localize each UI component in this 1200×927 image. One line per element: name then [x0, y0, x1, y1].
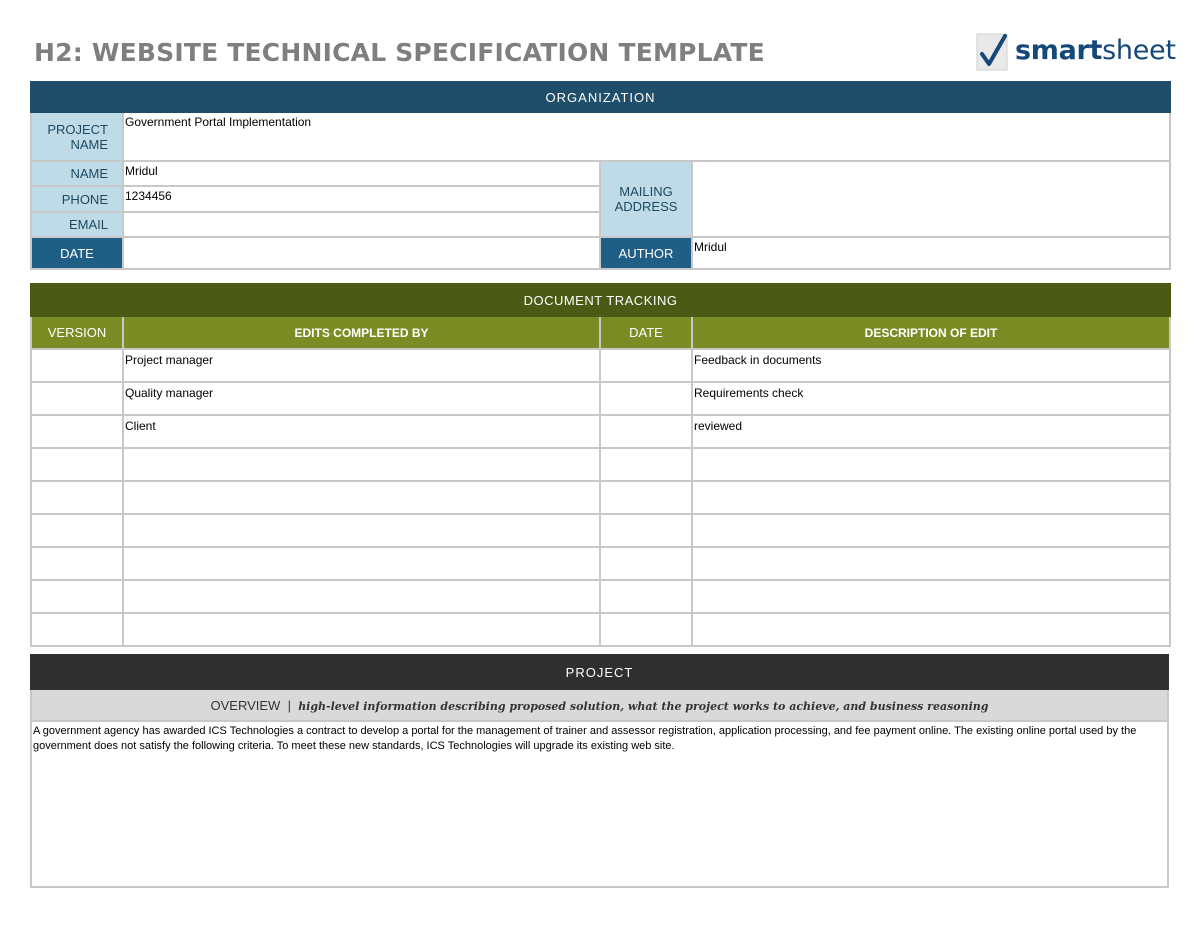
edits-by-cell[interactable]: [123, 514, 600, 547]
description-cell[interactable]: reviewed: [692, 415, 1170, 448]
description-cell[interactable]: [692, 613, 1170, 646]
version-cell[interactable]: [31, 448, 123, 481]
description-cell[interactable]: [692, 448, 1170, 481]
phone-field[interactable]: 1234456: [123, 186, 600, 212]
table-row: [31, 514, 1170, 547]
edits-by-cell[interactable]: Project manager: [123, 349, 600, 382]
date-cell[interactable]: [600, 547, 692, 580]
email-field[interactable]: [123, 212, 600, 237]
mailing-address-field[interactable]: [692, 161, 1170, 237]
version-cell[interactable]: [31, 580, 123, 613]
table-row: [31, 349, 1170, 382]
description-cell[interactable]: [692, 580, 1170, 613]
edits-by-cell[interactable]: Client: [123, 415, 600, 448]
edits-by-cell[interactable]: [123, 448, 600, 481]
date-cell[interactable]: [600, 514, 692, 547]
author-field[interactable]: Mridul: [692, 237, 1170, 269]
date-field[interactable]: [123, 237, 600, 269]
overview-text-field[interactable]: A government agency has awarded ICS Technologies a contract to develop a portal for the management of trainer and assessor registration, application processing, and fee payment online. The existing online portal used by the government does not satisfy the following criteria. To meet these new standards, ICS Technologies will upgrade its existing web site.: [31, 721, 1168, 887]
organization-header: ORGANIZATION: [31, 82, 1170, 112]
table-row: [31, 415, 1170, 448]
description-cell[interactable]: [692, 481, 1170, 514]
version-cell[interactable]: [31, 481, 123, 514]
column-header-date: DATE: [600, 316, 692, 349]
edits-by-cell[interactable]: [123, 547, 600, 580]
table-row: [31, 481, 1170, 514]
logo-wordmark: [1015, 35, 1176, 66]
project-header: PROJECT: [31, 655, 1168, 689]
email-label: EMAIL: [31, 212, 123, 237]
date-cell[interactable]: [600, 580, 692, 613]
phone-label: PHONE: [31, 186, 123, 212]
version-cell[interactable]: [31, 349, 123, 382]
name-field[interactable]: Mridul: [123, 161, 600, 186]
edits-by-cell[interactable]: Quality manager: [123, 382, 600, 415]
column-header-edits-by: EDITS COMPLETED BY: [123, 316, 600, 349]
mailing-address-label: MAILING ADDRESS: [600, 161, 692, 237]
column-header-description: DESCRIPTION OF EDIT: [692, 316, 1170, 349]
organization-table: [30, 81, 1171, 270]
date-cell[interactable]: [600, 382, 692, 415]
table-row: [31, 448, 1170, 481]
logo-light: sheet: [1102, 35, 1176, 66]
version-cell[interactable]: [31, 415, 123, 448]
description-cell[interactable]: Requirements check: [692, 382, 1170, 415]
author-label: AUTHOR: [600, 237, 692, 269]
date-label: DATE: [31, 237, 123, 269]
date-cell[interactable]: [600, 349, 692, 382]
date-cell[interactable]: [600, 448, 692, 481]
overview-label: OVERVIEW: [210, 697, 281, 713]
document-tracking-header: DOCUMENT TRACKING: [31, 284, 1170, 316]
table-row: [31, 613, 1170, 646]
overview-bar: [31, 689, 1168, 721]
name-label: NAME: [31, 161, 123, 186]
description-cell[interactable]: Feedback in documents: [692, 349, 1170, 382]
overview-separator: |: [287, 697, 291, 713]
version-cell[interactable]: [31, 382, 123, 415]
version-cell[interactable]: [31, 547, 123, 580]
smartsheet-logo: [975, 30, 1176, 74]
date-cell[interactable]: [600, 613, 692, 646]
version-cell[interactable]: [31, 613, 123, 646]
edits-by-cell[interactable]: [123, 613, 600, 646]
table-row: [31, 382, 1170, 415]
description-cell[interactable]: [692, 547, 1170, 580]
project-table: [30, 654, 1169, 888]
description-cell[interactable]: [692, 514, 1170, 547]
edits-by-cell[interactable]: [123, 481, 600, 514]
date-cell[interactable]: [600, 481, 692, 514]
project-name-field[interactable]: Government Portal Implementation: [123, 112, 1170, 161]
overview-hint: high-level information describing proposed solution, what the project works to achieve, and business reasoning: [298, 699, 989, 713]
page-title: H2: WEBSITE TECHNICAL SPECIFICATION TEMPLATE: [34, 38, 765, 67]
table-row: [31, 580, 1170, 613]
checkmark-icon: [975, 30, 1011, 74]
edits-by-cell[interactable]: [123, 580, 600, 613]
date-cell[interactable]: [600, 415, 692, 448]
project-name-label: PROJECT NAME: [31, 112, 123, 161]
version-cell[interactable]: [31, 514, 123, 547]
logo-bold: smart: [1015, 35, 1103, 66]
document-tracking-table: [30, 283, 1171, 647]
tracking-rows: [31, 349, 1170, 646]
table-row: [31, 547, 1170, 580]
column-header-version: VERSION: [31, 316, 123, 349]
